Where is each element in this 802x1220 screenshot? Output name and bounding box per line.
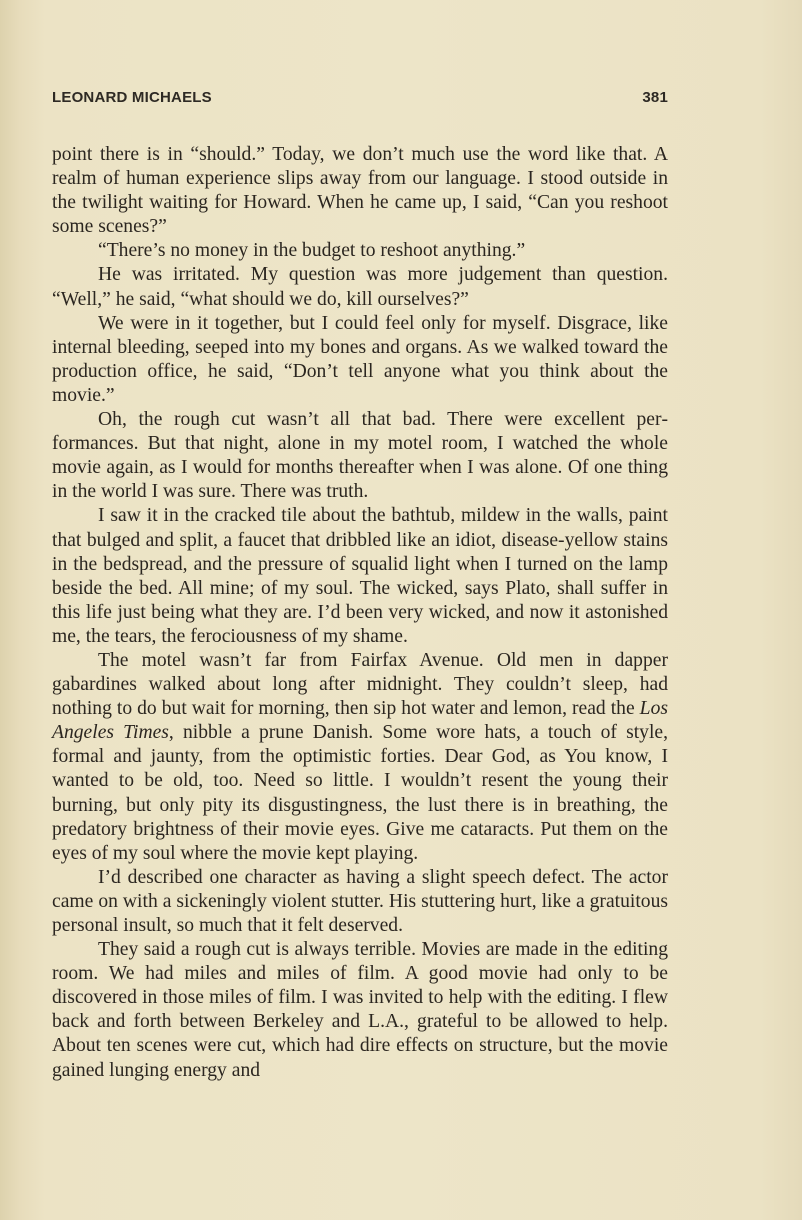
paragraph-3: He was irritated. My question was more judgement than question. “Well,” he said, “what should we do, kill ourselves?”: [52, 264, 668, 310]
newspaper-title: Los Angeles Times: [52, 698, 668, 744]
paragraph-6: I saw it in the cracked tile about the bathtub, mildew in the walls, paint that bulged and split, a faucet that dribbled like an idiot, disease-yellow stains in the bedspread, and the pressure of squalid light when I turned on the lamp beside the bed. All mine; of my soul. The wicked, says Plato, shall suffer in this life just being what they are. I’d been very wicked, and now it astonished me, the tears, the ferociousness of my shame.: [52, 505, 668, 647]
running-head: [52, 89, 668, 111]
running-head-author: LEONARD MICHAELS: [52, 89, 212, 106]
body-text: [52, 143, 668, 1083]
paragraph-4: We were in it together, but I could feel only for myself. Disgrace, like internal bleeding, seeped into my bones and organs. As we walked toward the production office, he said, “Don’t tell anyone what you think about the movie.”: [52, 312, 668, 406]
paragraph-8: I’d described one character as having a slight speech defect. The actor came on with a sickeningly violent stutter. His stuttering hurt, like a gratuitous personal insult, so much that it felt deserved.: [52, 866, 668, 936]
paragraph-7-text-after: , nibble a prune Danish. Some wore hats, a touch of style, formal and jaunty, from the optimistic forties. Dear God, as You know, I wanted to be old, too. Need so little. I wouldn’t resent the young their burning, but only pity its disgustingness, the lust there is in breathing, the predatory brightness of their movie eyes. Give me cataracts. Put them on the eyes of my soul where the movie kept playing.: [52, 722, 669, 864]
paragraph-2: “There’s no money in the budget to reshoot anything.”: [98, 240, 526, 262]
paragraph-9: They said a rough cut is always terrible. Movies are made in the editing room. We had miles and miles of film. A good movie had only to be discovered in those miles of film. I was invited to help with the editing. I flew back and forth between Berkeley and L.A., grateful to be allowed to help. About ten scenes were cut, which had dire effects on structure, but the movie gained lunging energy and: [52, 939, 668, 1081]
paragraph-1: point there is in “should.” Today, we don’t much use the word like that. A realm of human experience slips away from our language. I stood outside in the twilight waiting for Howard. When he came up, I said, “Can you reshoot some scenes?”: [52, 144, 668, 238]
paragraph-7-text-before: The motel wasn’t far from Fairfax Avenue. Old men in dapper gabardines walked about long after midnight. They couldn’t sleep, had nothing to do but wait for morning, then sip hot water and lemon, read the: [52, 649, 668, 720]
paragraph-7: [52, 649, 668, 866]
paragraph-5: Oh, the rough cut wasn’t all that bad. There were excellent performances. But that night, alone in my motel room, I watched the whole movie again, as I would for months thereafter when I was alone. Of one thing in the world I was sure. There was truth.: [52, 409, 668, 503]
page-number: 381: [642, 89, 668, 106]
